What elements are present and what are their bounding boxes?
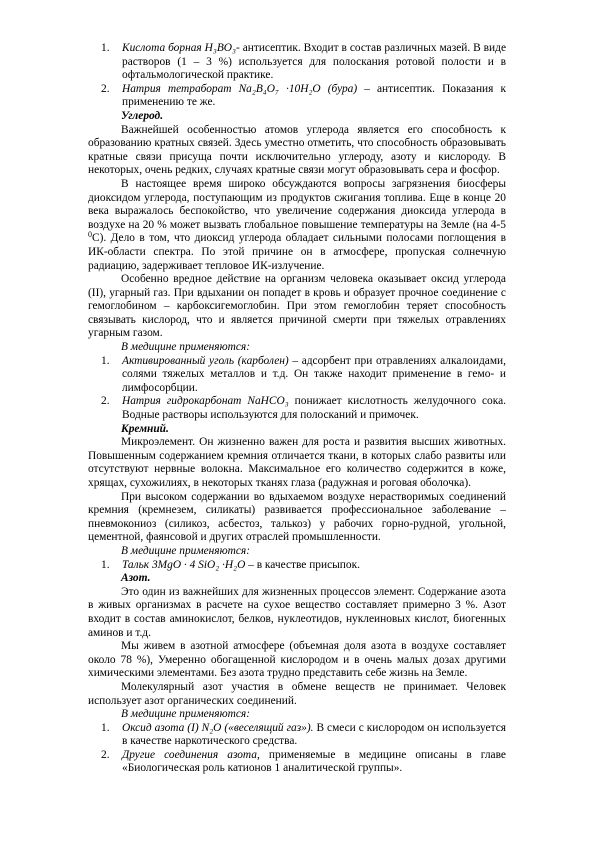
compound-name: Кислота борная H₃BO₃	[122, 42, 236, 54]
list-number: 2.	[101, 748, 110, 761]
paragraph: Особенно вредное действие на организм человека оказывает оксид углерода (II), угарный газ. При вдыхании он попадет в кровь и образует прочное соединение с гемоглобином – карбоксигемоглобин. При этом гемоглобин теряет способность связывать кислород, что и является причиной смерти при тяжелых отравлениях угарным газом.	[88, 273, 506, 340]
carbon-compounds-list	[88, 355, 506, 423]
paragraph-text: С). Дело в том, что диоксид углерода обладает сильными полосами поглощения в ИК-области спектра. По этой причине он в атмосфере, пропуская солнечную радиацию, задерживает тепловое ИК-излучение.	[88, 232, 506, 272]
compound-name: Другие соединения азота,	[122, 748, 260, 761]
compound-name: Натрия тетраборат Na₂B₄O₇ ·10H₂O (бура)	[122, 82, 358, 95]
section-heading-silicon: Кремний.	[121, 422, 169, 435]
list-number: 1.	[101, 721, 110, 734]
list-item	[88, 559, 506, 573]
list-item	[88, 355, 506, 396]
list-number: 1.	[101, 42, 110, 54]
paragraph: Мы живем в азотной атмосфере (объемная доля азота в воздухе составляет около 78 %), Умеренно обогащенной кислородом и в очень малых дозах другими химическими элементами. Без азота трудно представить себе жизнь на Земле.	[88, 640, 506, 680]
compound-description: - антисептик. Входит в состав различных мазей. В виде растворов (1 – 3 %) используется для полоскания ротовой полости и в офтальмологической практике.	[122, 42, 506, 82]
list-number: 2.	[101, 395, 110, 408]
list-item	[88, 722, 506, 749]
compound-description: – адсорбент при отравлениях алкалоидами, солями тяжелых металлов и т.д. Он также находит применение в гемо- и лимфосорбции.	[122, 354, 506, 394]
list-item	[88, 395, 506, 422]
compound-description: В смеси с кислородом он используется в качестве наркотического средства.	[122, 721, 507, 748]
paragraph-text: В настоящее время широко обсуждаются вопросы загрязнения биосферы диоксидом углерода, поступающим из продуктов сжигания топлива. Еще в конце 20 века выражалось беспокойство, что увеличение содержания диоксида углерода в воздухе на 20 % может вызвать глобальное повышение температуры на Земле (на 4-5	[88, 177, 506, 231]
medicine-label: В медицине применяются:	[121, 544, 251, 557]
nitrogen-compounds-list	[88, 722, 506, 776]
section-heading-carbon: Углерод.	[121, 109, 164, 122]
section-heading-nitrogen: Азот.	[121, 572, 151, 585]
compound-description: – антисептик. Показания к применению те же.	[122, 82, 506, 109]
list-number: 2.	[101, 82, 110, 95]
compound-description: понижает кислотность желудочного сока. Водные растворы используются для полосканий и примочек.	[122, 395, 507, 422]
list-number: 1.	[101, 558, 110, 571]
document-body	[88, 42, 506, 776]
paragraph: Важнейшей особенностью атомов углерода является его способность к образованию кратных связей. Здесь уместно отметить, что способность образовывать кратные связи присуща почти исключительно углероду, азоту и кислороду. В некоторых, очень редких, случаях кратные связи могут образовывать сера и фосфор.	[88, 123, 506, 177]
compound-name: Оксид азота (I) N₂O («веселящий газ»).	[122, 721, 314, 734]
compound-name: Натрия гидрокарбонат NaHCO₃	[122, 395, 289, 408]
compound-name: Активированный уголь (карболен)	[122, 354, 289, 367]
boron-compounds-list	[88, 42, 506, 110]
paragraph: Это один из важнейших для жизненных процессов элемент. Содержание азота в живых организмах в расчете на сухое вещество составляет примерно 3 %. Азот входит в состав аминокислот, белков, нуклеотидов, нуклеиновых кислот, биогенных аминов и т.д.	[88, 585, 506, 639]
silicon-compounds-list	[88, 559, 506, 573]
list-item	[88, 42, 506, 83]
paragraph	[88, 178, 506, 273]
paragraph: Молекулярный азот участия в обмене веществ не принимает. Человек использует азот органических соединений.	[88, 680, 506, 707]
paragraph: При высоком содержании во вдыхаемом воздухе нерастворимых соединений кремния (кремнезем, силикаты) развивается профессиональное заболевание – пневмокониоз (силикоз, асбестоз, талькоз) у рабочих горно-рудной, угольной, цементной, фаянсовой и других отраслей промышленности.	[88, 490, 506, 544]
compound-name: Тальк 3MgO · 4 SiO₂ ·H₂O	[122, 558, 246, 571]
compound-description: – в качестве присыпок.	[245, 558, 360, 571]
medicine-label: В медицине применяются:	[121, 708, 251, 721]
list-item	[88, 749, 506, 776]
paragraph: Микроэлемент. Он жизненно важен для роста и развития высших животных. Повышенным содержанием кремния отличается ткани, в которых слабо развиты или отсутствуют нервные волокна. Максимальное его количество содержится в коже, хрящах, сухожилиях, в некоторых тканях глаза (радужная и роговая оболочка).	[88, 436, 506, 489]
medicine-label: В медицине применяются:	[121, 341, 251, 354]
list-item	[88, 83, 506, 110]
compound-description: применяемые в медицине описаны в главе «Биологическая роль катионов 1 аналитической группы».	[122, 748, 506, 775]
list-number: 1.	[101, 354, 110, 367]
degree-superscript: 0	[88, 230, 92, 240]
